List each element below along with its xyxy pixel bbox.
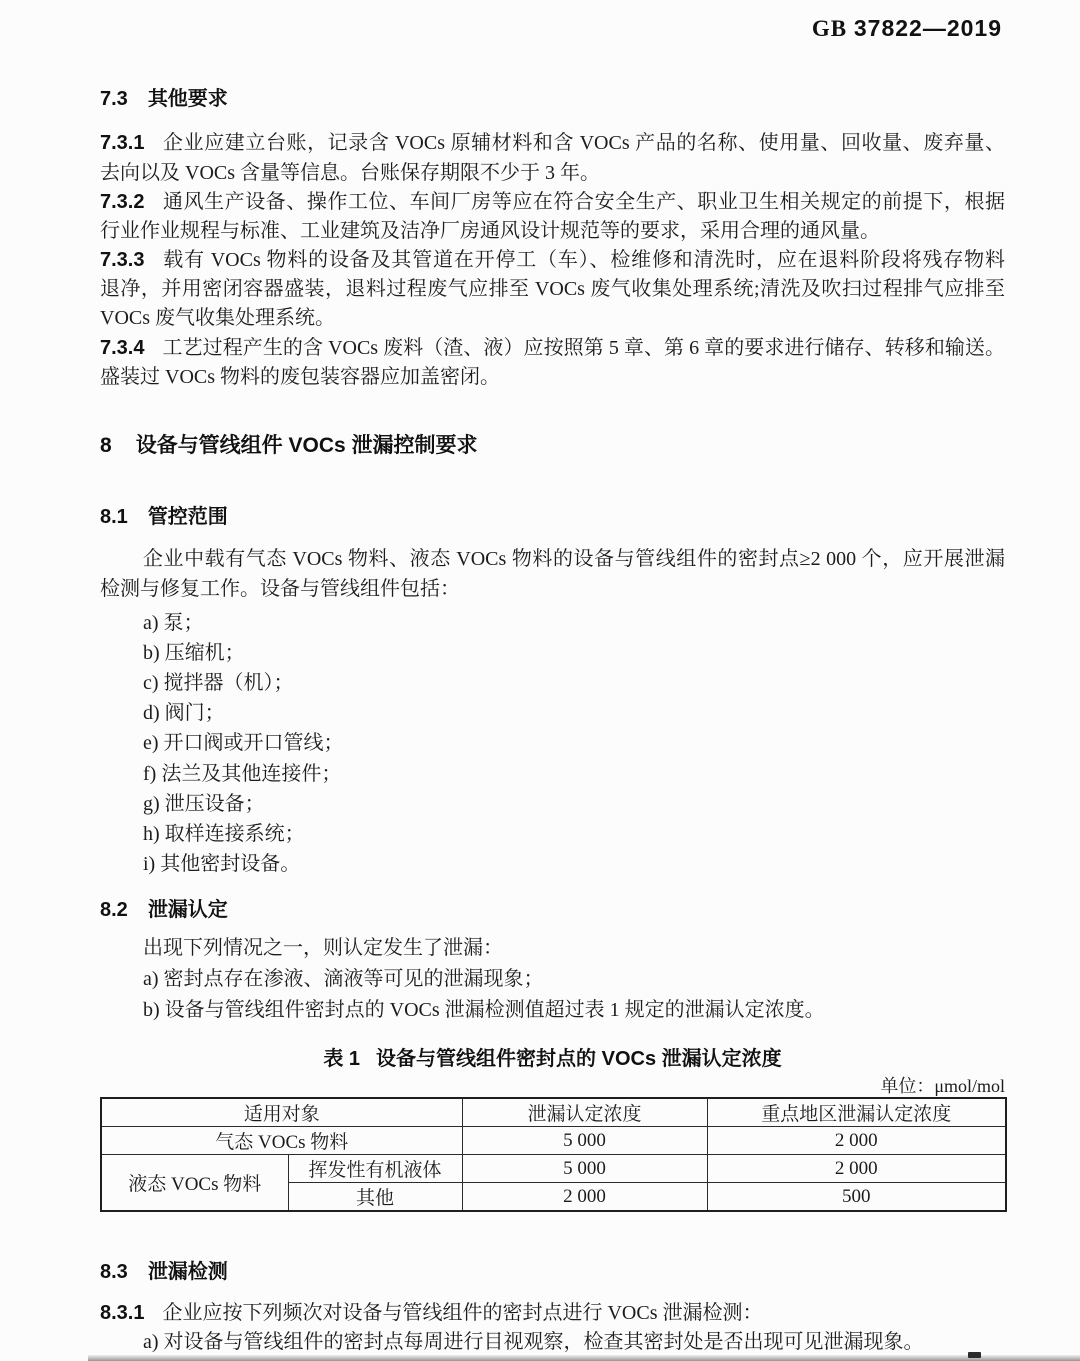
clause-7-3-1-line-1 (100, 130, 1005, 157)
table1-cell-other-key: 500 (707, 1183, 1006, 1212)
scan-edge-shadow (88, 1355, 1080, 1361)
clause-text: 工艺过程产生的含 VOCs 废料（渣、液）应按照第 5 章、第 6 章的要求进行储存、转移和输送。 (162, 337, 1005, 359)
heading-title: 泄漏检测 (147, 1261, 228, 1283)
heading-number: 8.2 (100, 899, 128, 921)
table1-cell-other-conc: 2 000 (462, 1183, 707, 1212)
table1-cell-other-sub: 其他 (288, 1183, 462, 1212)
clause-7-3-1-line-2: 去向以及 VOCs 含量等信息。台账保存期限不少于 3 年。 (100, 162, 601, 184)
equipment-list-item-g: g) 泄压设备； (143, 793, 265, 815)
doc-number (812, 15, 1002, 42)
clause-7-3-4-line-2: 盛装过 VOCs 物料的废包装容器应加盖密闭。 (100, 366, 501, 388)
clause-7-3-4-line-1 (100, 335, 1005, 362)
heading-7-3 (100, 82, 1005, 111)
equipment-list-item-f: f) 法兰及其他连接件； (143, 763, 342, 785)
table1-cell-liquid-label: 液态 VOCs 物料 (101, 1155, 288, 1212)
clause-text: 通风生产设备、操作工位、车间厂房等应在符合安全生产、职业卫生相关规定的前提下，根据 (162, 191, 1005, 213)
clause-8-3-1-line-1 (100, 1300, 1005, 1326)
table1-unit: 单位：μmol/mol (880, 1076, 1005, 1096)
table1-cell-volatile-conc: 5 000 (462, 1155, 707, 1183)
heading-number: 7.3 (100, 88, 128, 110)
heading-8-3 (100, 1255, 1005, 1284)
equipment-list-item-c: c) 搅拌器（机）； (143, 672, 294, 694)
table-row (101, 1155, 1006, 1183)
table1-cell-gas-key: 2 000 (707, 1127, 1006, 1155)
table1-cell-gas-conc: 5 000 (462, 1127, 707, 1155)
table1-caption (100, 1042, 1005, 1071)
section-8-heading (100, 429, 1005, 459)
heading-8-2 (100, 893, 1005, 922)
equipment-list-item-h: h) 取样连接系统； (143, 823, 305, 845)
clause-7-3-3-line-3: VOCs 废气收集处理系统。 (100, 307, 336, 329)
table-row (101, 1127, 1006, 1155)
clause-number: 8.3.1 (100, 1302, 145, 1324)
para-8-2-item-a: a) 密封点存在渗液、滴液等可见的泄漏现象； (143, 968, 544, 990)
table1-cell-gas-label: 气态 VOCs 物料 (101, 1127, 462, 1155)
heading-number: 8.3 (100, 1261, 128, 1283)
table1-caption-number: 表 1 (323, 1048, 361, 1070)
equipment-list-item-a: a) 泵； (143, 612, 204, 634)
clause-text: 企业应建立台账，记录含 VOCs 原辅材料和含 VOCs 产品的名称、使用量、回收量、废弃量、 (162, 132, 1005, 154)
table1 (100, 1097, 1007, 1212)
table-row (101, 1098, 1006, 1127)
para-8-2-item-b: b) 设备与管线组件密封点的 VOCs 泄漏检测值超过表 1 规定的泄漏认定浓度。 (143, 999, 825, 1021)
table1-header-concentration: 泄漏认定浓度 (462, 1098, 707, 1127)
clause-number: 7.3.2 (100, 191, 145, 213)
doc-number-prefix: GB (811, 16, 848, 41)
heading-number: 8.1 (100, 506, 128, 528)
clause-7-3-3-line-2: 退净，并用密闭容器盛装，退料过程废气应排至 VOCs 废气收集处理系统;清洗及吹扫过程排气应排至 (100, 278, 1005, 300)
heading-title: 其他要求 (147, 88, 228, 110)
table1-cell-volatile-key: 2 000 (707, 1155, 1006, 1183)
clause-7-3-2-line-2: 行业作业规程与标准、工业建筑及洁净厂房通风设计规范等的要求，采用合理的通风量。 (100, 220, 880, 242)
heading-8-1 (100, 500, 1005, 529)
heading-title: 管控范围 (147, 506, 228, 528)
clause-7-3-3-line-1 (100, 247, 1005, 274)
clause-number: 7.3.1 (100, 132, 145, 154)
para-8-2-intro: 出现下列情况之一，则认定发生了泄漏： (143, 937, 503, 959)
clause-text: 企业应按下列频次对设备与管线组件的密封点进行 VOCs 泄漏检测： (162, 1302, 763, 1324)
equipment-list-item-e: e) 开口阀或开口管线； (143, 732, 344, 754)
clause-number: 7.3.4 (100, 337, 145, 359)
para-8-1-line-2: 检测与修复工作。设备与管线组件包括： (100, 578, 460, 600)
heading-number: 8 (100, 434, 112, 457)
clause-text: 载有 VOCs 物料的设备及其管道在开停工（车）、检维修和清洗时，应在退料阶段将残存物料 (162, 249, 1005, 271)
heading-title: 设备与管线组件 VOCs 泄漏控制要求 (135, 434, 478, 457)
doc-number-rest: 37822—2019 (853, 15, 1002, 41)
equipment-list-item-d: d) 阀门； (143, 702, 225, 724)
clause-number: 7.3.3 (100, 249, 145, 271)
para-8-1-line-1: 企业中载有气态 VOCs 物料、液态 VOCs 物料的设备与管线组件的密封点≥2 000 个，应开展泄漏 (143, 548, 1005, 570)
table1-header-key-region: 重点地区泄漏认定浓度 (707, 1098, 1006, 1127)
table1-caption-text: 设备与管线组件密封点的 VOCs 泄漏认定浓度 (376, 1048, 782, 1070)
heading-title: 泄漏认定 (147, 899, 228, 921)
clause-7-3-2-line-1 (100, 189, 1005, 216)
equipment-list-item-i: i) 其他密封设备。 (143, 853, 301, 875)
page-number-cropped (968, 1352, 981, 1358)
clause-8-3-1-item-a: a) 对设备与管线组件的密封点每周进行目视观察，检查其密封处是否出现可见泄漏现象。 (143, 1331, 924, 1353)
equipment-list-item-b: b) 压缩机； (143, 642, 245, 664)
table1-header-target: 适用对象 (101, 1098, 462, 1127)
table1-cell-volatile-sub: 挥发性有机液体 (288, 1155, 462, 1183)
